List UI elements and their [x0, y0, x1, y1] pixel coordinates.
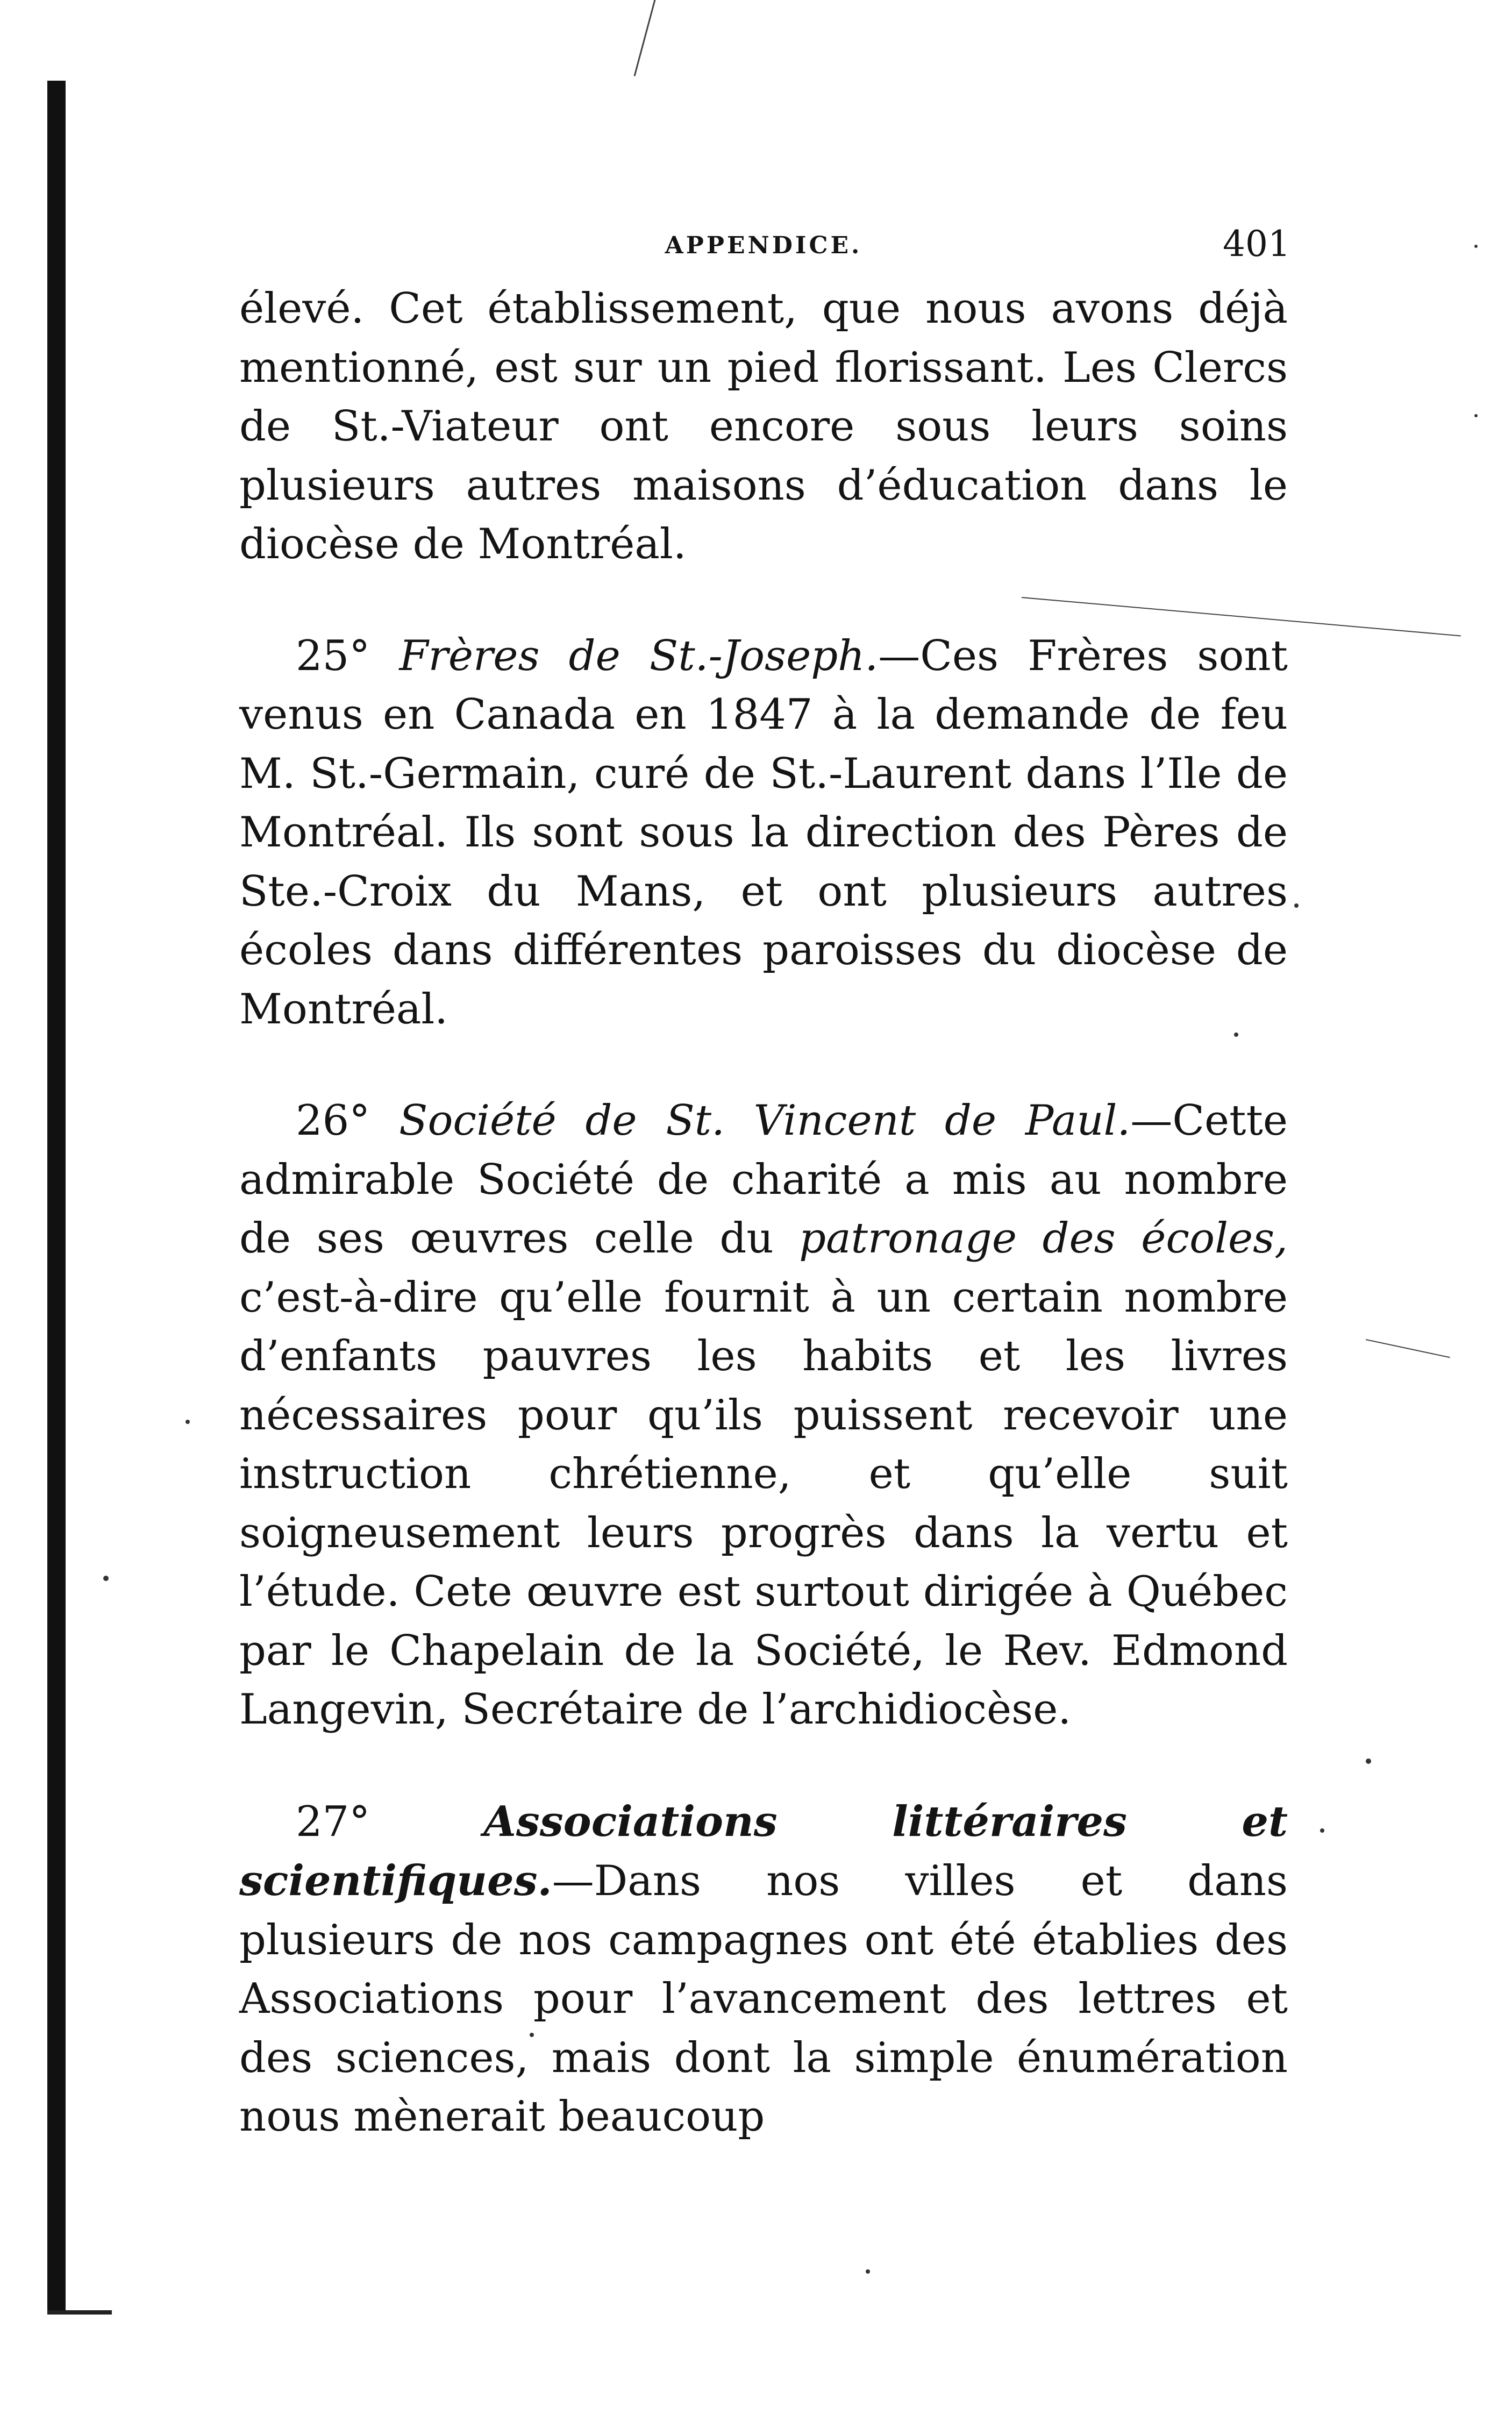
- paragraph-heading: Associations littéraires et scientifiques.: [239, 1797, 1288, 1905]
- scan-mark: [1366, 1339, 1450, 1358]
- paragraph-text: c’est-à-dire qu’elle fournit à un certain nombre d’enfants pauvres les habits et les livres nécessaires pour qu’ils puissent recevoir une instruction chrétienne, et qu’elle suit soigneusement leurs progrès dans la vertu et l’étude. Cete œuvre est surtout dirigée à Québec par le Chapelain de la Société, le Rev. Edmond Langevin, Secrétaire de l’archidiocèse.: [239, 1273, 1288, 1734]
- scan-speck: [186, 1420, 190, 1424]
- binding-shadow: [47, 81, 66, 2312]
- paragraph-text: —Dans nos villes et dans plusieurs de nos campagnes ont été établies des Associations pour l’avancement des lettres et des sciences, mais dont la simple énumération nous mènerait beaucoup: [239, 1857, 1288, 2141]
- body-text: [239, 280, 1288, 2147]
- running-title: APPENDICE.: [665, 232, 862, 259]
- scan-speck: [1294, 903, 1299, 908]
- scan-speck: [103, 1576, 109, 1581]
- scan-speck: [1474, 245, 1478, 248]
- paragraph-heading: Société de St. Vincent de Paul.: [399, 1096, 1131, 1145]
- binding-shadow-foot: [47, 2310, 112, 2315]
- scan-speck: [1320, 1828, 1324, 1833]
- paragraph-27: [239, 1792, 1288, 2147]
- scan-speck: [1474, 414, 1478, 417]
- scan-speck: [1366, 1758, 1371, 1764]
- paragraph-continuation: [239, 280, 1288, 574]
- paragraph-25: [239, 627, 1288, 1039]
- paragraph-text: —Ces Frères sont venus en Canada en 1847 à la demande de feu M. St.-Germain, curé de St.-Laurent dans l’Ile de Montréal. Ils sont sous la direction des Pères de Ste.-Croix du Mans, et ont plusieurs autres écoles dans différentes paroisses du diocèse de Montréal.: [239, 631, 1288, 1034]
- paragraph-heading: Frères de St.-Joseph.: [399, 631, 879, 680]
- paragraph-number: 26°: [296, 1096, 370, 1145]
- paragraph-italic-phrase: patronage des écoles,: [799, 1214, 1288, 1263]
- paragraph-number: 27°: [296, 1797, 370, 1846]
- paragraph-text: —Cette admirable Société de charité a mis au nombre de ses œuvres celle du: [239, 1096, 1288, 1263]
- scan-speck: [866, 2269, 870, 2274]
- paragraph-26: [239, 1092, 1288, 1740]
- scan-mark: [634, 0, 657, 76]
- running-head: [237, 223, 1290, 265]
- paragraph-text: élevé. Cet établissement, que nous avons déjà mentionné, est sur un pied florissant. Les Clercs de St.-Viateur ont encore sous leurs soins plusieurs autres maisons d’éducation dans le diocèse de Montréal.: [239, 284, 1288, 568]
- page-number: 401: [1223, 223, 1290, 265]
- paragraph-number: 25°: [296, 631, 370, 680]
